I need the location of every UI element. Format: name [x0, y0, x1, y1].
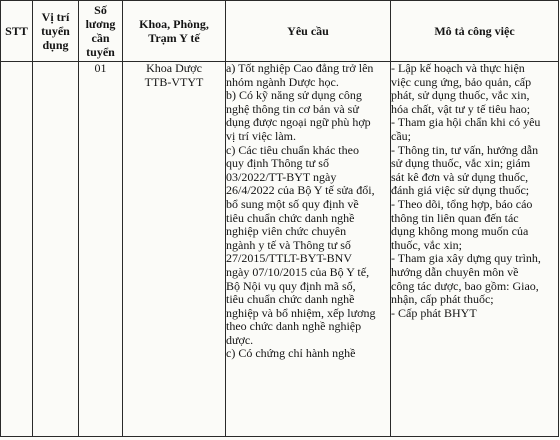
- cell-requirements: [226, 62, 391, 437]
- cell-position: [33, 62, 79, 437]
- text-line: sát kê đơn và sử dụng thuốc,: [391, 169, 529, 184]
- header-department: [123, 1, 226, 62]
- text-line: 27/2015/TTLT-BYT-BNV: [226, 251, 353, 266]
- text-line: ngày 07/10/2015 của Bộ Y tế,: [226, 264, 370, 279]
- text-line: 26/4/2022 của Bộ Y tế sửa đổi,: [226, 183, 375, 198]
- text-line: Số: [94, 3, 107, 17]
- text-line: Yêu cầu: [287, 24, 329, 38]
- text-line: - Tham gia xây dựng quy trình,: [391, 251, 541, 266]
- header-position: [33, 1, 79, 62]
- text-line: công tác dược, bao gồm: Giao,: [391, 278, 539, 293]
- text-line: - Thông tin, tư vấn, hướng dẫn: [391, 142, 539, 157]
- text-line: phát, sử dụng thuốc, vắc xin,: [391, 88, 530, 103]
- text-line: Bộ Nội vụ quy định mã số,: [226, 278, 356, 293]
- text-line: dụng được ngoại ngữ phù hợp: [226, 115, 371, 130]
- text-line: a) Tốt nghiệp Cao đẳng trở lên: [226, 61, 374, 75]
- text-line: lương: [85, 17, 116, 31]
- text-line: dụng không mong muốn của: [391, 224, 529, 239]
- task-item: [391, 116, 558, 143]
- task-item: [391, 198, 558, 252]
- text-line: - Lập kế hoạch và thực hiện: [391, 61, 525, 75]
- table-header-row: [1, 1, 559, 62]
- text-line: cầu;: [391, 128, 411, 143]
- text-line: Mô tả công việc: [434, 24, 515, 38]
- text-line: cần: [91, 31, 110, 45]
- header-stt: [1, 1, 33, 62]
- text-line: dược.: [226, 332, 254, 347]
- text-line: c) Có chứng chỉ hành nghề: [226, 346, 356, 361]
- text-line: tiêu chuẩn chức danh nghề: [226, 210, 355, 225]
- text-line: thuốc, vắc xin;: [391, 237, 462, 252]
- text-line: tuyển: [41, 24, 70, 38]
- text-line: quy định Thông tư số: [226, 156, 329, 171]
- text-line: b) Có kỹ năng sử dụng công: [226, 88, 362, 103]
- text-line: nhóm ngành Dược học.: [226, 74, 339, 89]
- text-line: - Theo dõi, tổng hợp, báo cáo: [391, 196, 533, 211]
- task-item: [391, 62, 558, 116]
- text-line: 03/2022/TT-BYT ngày: [226, 169, 337, 184]
- text-line: TTB-VTYT: [144, 74, 204, 89]
- text-line: nghiệp và bổ nhiệm, xếp lương: [226, 305, 376, 320]
- text-line: theo chức danh nghề nghiệp: [226, 319, 362, 334]
- header-description: [391, 1, 559, 62]
- text-line: Trạm Y tế: [148, 31, 200, 45]
- text-line: - Cấp phát BHYT: [391, 305, 477, 320]
- text-line: Khoa, Phòng,: [139, 17, 209, 31]
- text-line: thông tin liên quan đến tác: [391, 210, 519, 225]
- text-line: Vị trí: [41, 10, 70, 24]
- cell-quantity: 01: [79, 62, 123, 437]
- text-line: sử dụng thuốc, vắc xin; giám: [391, 156, 531, 171]
- text-line: - Tham gia hội chẩn khi có yêu: [391, 115, 541, 130]
- text-line: hướng dẫn chuyên môn về: [391, 264, 519, 279]
- text-line: tuyển: [86, 45, 115, 59]
- text-line: ngành y tế và Thông tư số: [226, 237, 351, 252]
- text-line: dụng: [42, 38, 69, 52]
- text-line: nghiệp viên chức chuyên: [226, 224, 347, 239]
- text-line: nhận, cấp phát thuốc;: [391, 292, 494, 307]
- cell-stt: [1, 62, 33, 437]
- text-line: việc cung ứng, bảo quản, cấp: [391, 74, 532, 89]
- text-line: vị trí việc làm.: [226, 128, 296, 143]
- text-line: tiêu chuẩn chức danh nghề: [226, 292, 355, 307]
- text-line: hóa chất, vật tư y tế tiêu hao;: [391, 101, 531, 116]
- task-item: [391, 252, 558, 306]
- header-quantity: [79, 1, 123, 62]
- header-requirements: [226, 1, 391, 62]
- cell-department: [123, 62, 226, 437]
- text-line: Khoa Dược: [146, 61, 202, 75]
- text-line: bổ sung một số quy định về: [226, 196, 359, 211]
- text-line: nghệ thông tin cơ bản và sử: [226, 101, 359, 116]
- text-line: đánh giá việc sử dụng thuốc;: [391, 183, 530, 198]
- text-line: STT: [5, 24, 28, 38]
- table-row: [1, 62, 559, 437]
- cell-description: [391, 62, 559, 437]
- text-line: c) Các tiêu chuẩn khác theo: [226, 142, 359, 157]
- task-item: [391, 307, 558, 321]
- task-item: [391, 144, 558, 198]
